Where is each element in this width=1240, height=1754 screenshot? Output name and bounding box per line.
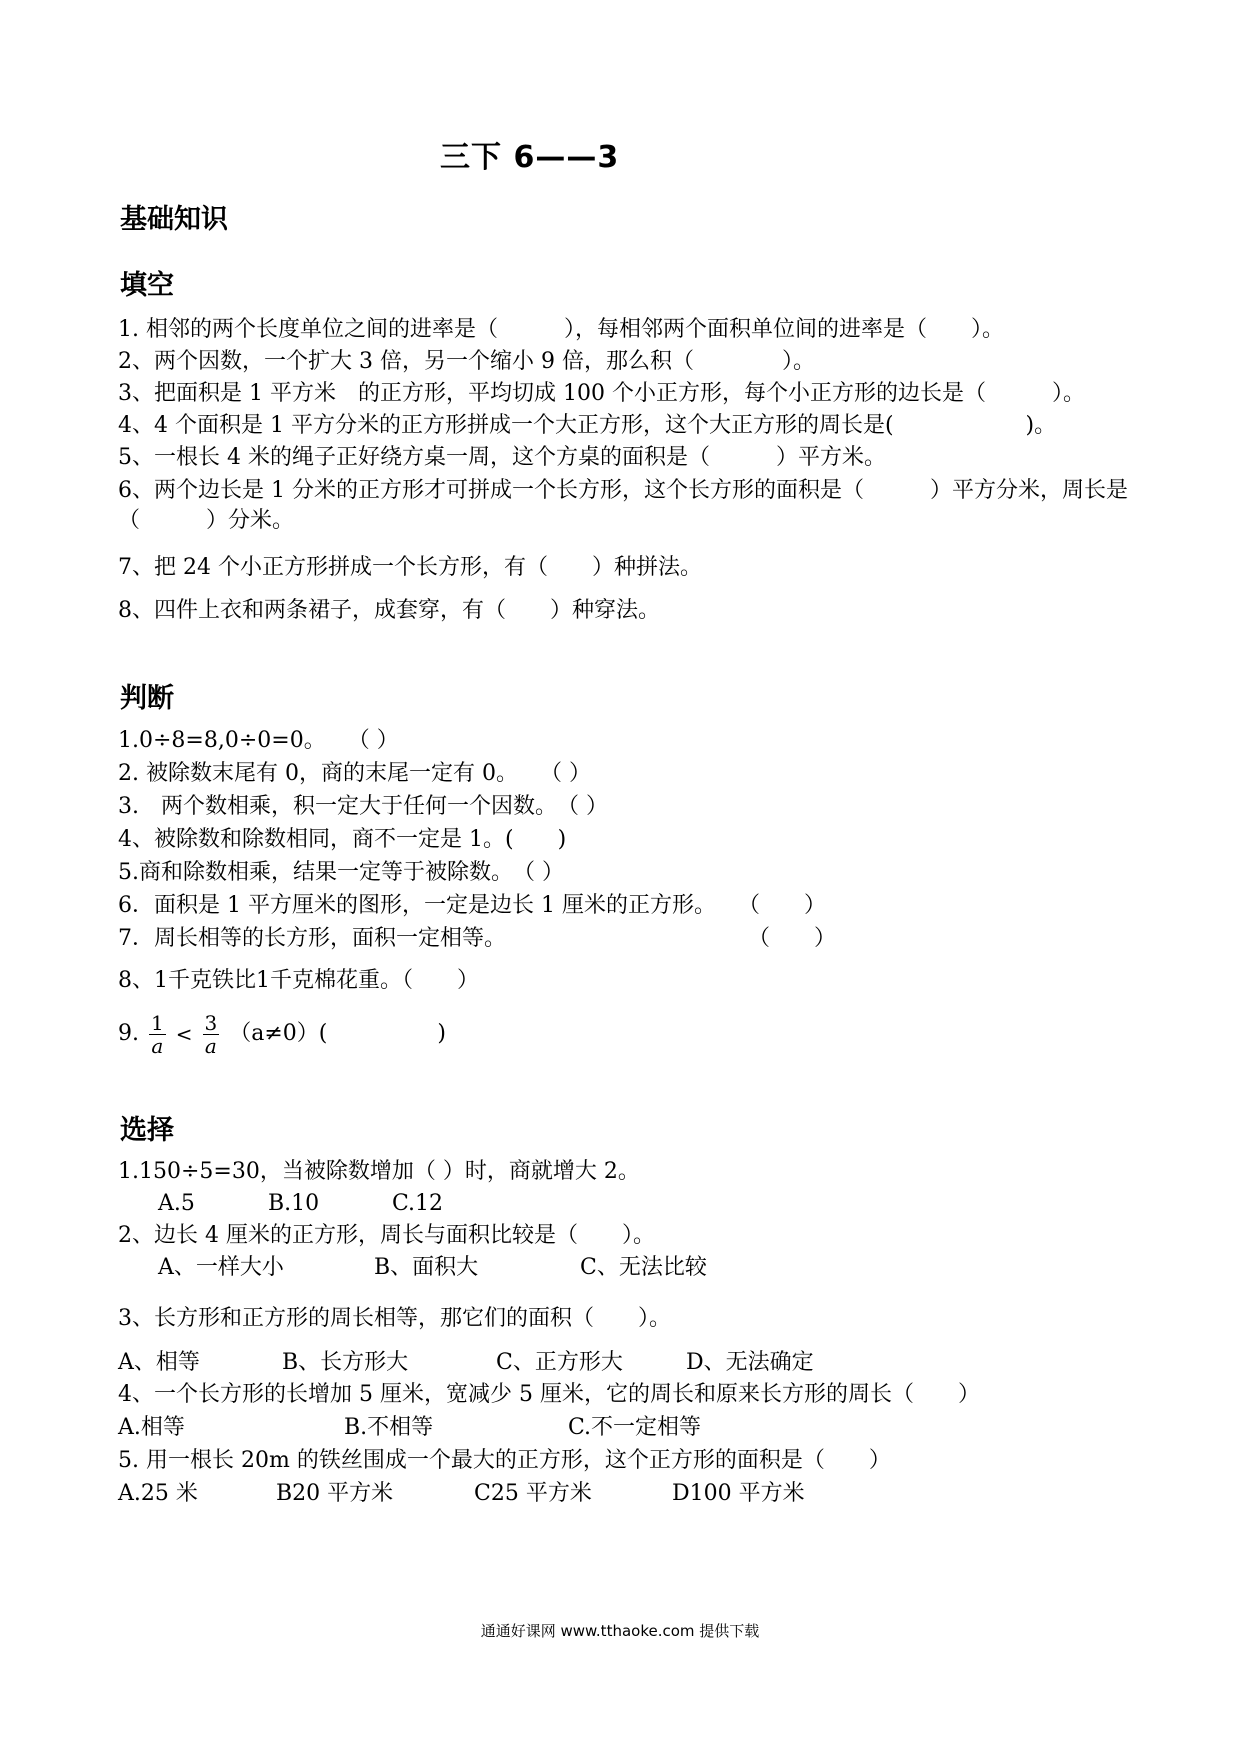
fill-item-4: 4、4 个面积是 1 平方分米的正方形拼成一个大正方形，这个大正方形的周长是( )。 — [118, 413, 1057, 438]
page-title: 三下 6——3 — [440, 140, 620, 175]
choice-q2: 2、边长 4 厘米的正方形，周长与面积比较是（ ）。 — [118, 1223, 655, 1248]
fraction-numerator: 3 — [204, 1010, 218, 1035]
choice-q3-option-c: C、正方形大 — [496, 1350, 623, 1375]
choice-q3-option-d: D、无法确定 — [686, 1350, 814, 1375]
judge-item-6: 6．面积是 1 平方厘米的图形，一定是边长 1 厘米的正方形。 （ ） — [118, 893, 826, 918]
section-basic-heading: 基础知识 — [120, 204, 228, 235]
fraction-numerator: 1 — [151, 1010, 164, 1035]
choice-q5: 5. 用一根长 20m 的铁丝围成一个最大的正方形，这个正方形的面积是（ ） — [118, 1448, 891, 1473]
choice-q1: 1.150÷5=30，当被除数增加（ ）时，商就增大 2。 — [118, 1159, 640, 1184]
choice-q4: 4、一个长方形的长增加 5 厘米，宽减少 5 厘米，它的周长和原来长方形的周长（ ） — [118, 1382, 980, 1407]
judge-heading: 判断 — [120, 683, 174, 714]
judge-item-4: 4、被除数和除数相同，商不一定是 1。( ) — [118, 827, 567, 852]
fill-item-6: 6、两个边长是 1 分米的正方形才可拼成一个长方形，这个长方形的面积是（ ）平方分米，周长是（ ）分米。 — [118, 478, 1128, 533]
choice-q4-option-c: C.不一定相等 — [568, 1415, 702, 1440]
choice-q5-option-d: D100 平方米 — [672, 1481, 805, 1506]
fill-item-8: 8、四件上衣和两条裙子，成套穿，有（ ）种穿法。 — [118, 598, 660, 623]
fill-item-5: 5、一根长 4 米的绳子正好绕方桌一周，这个方桌的面积是（ ）平方米。 — [118, 445, 886, 470]
fill-item-3: 3、把面积是 1 平方米 的正方形，平均切成 100 个小正方形，每个小正方形的边长是（ ）。 — [118, 381, 1085, 406]
choice-q3-option-a: A、相等 — [118, 1350, 200, 1375]
choice-q3-option-b: B、长方形大 — [282, 1350, 409, 1375]
choice-q2-option-c: C、无法比较 — [580, 1255, 707, 1280]
fill-item-1: 1. 相邻的两个长度单位之间的进率是（ ），每相邻两个面积单位间的进率是（ ）。 — [118, 317, 1004, 342]
fraction-1-over-a — [149, 1012, 166, 1057]
judge-item-8: 8、1千克铁比1千克棉花重。（ ） — [118, 968, 479, 993]
judge-item-5: 5.商和除数相乘，结果一定等于被除数。 （ ） — [118, 860, 564, 885]
fraction-3-over-a — [203, 1012, 220, 1057]
judge-item-7: 7．周长相等的长方形，面积一定相等。 （ ） — [118, 926, 836, 951]
judge-item-3: 3. 两个数相乘，积一定大于任何一个因数。 （ ） — [118, 794, 608, 819]
judge-item-9 — [118, 1010, 1128, 1058]
fill-heading: 填空 — [120, 270, 174, 301]
judge-item-9-prefix: 9. — [118, 1021, 139, 1046]
fill-item-2: 2、两个因数，一个扩大 3 倍，另一个缩小 9 倍，那么积（ ）。 — [118, 349, 815, 374]
choice-q2-option-b: B、面积大 — [374, 1255, 479, 1280]
choice-q1-option-c: C.12 — [392, 1191, 444, 1216]
choice-q1-option-b: B.10 — [268, 1191, 320, 1216]
choice-q5-option-c: C25 平方米 — [474, 1481, 592, 1506]
choice-q4-option-b: B.不相等 — [344, 1415, 434, 1440]
judge-item-2: 2. 被除数末尾有 0，商的末尾一定有 0。 （ ） — [118, 761, 591, 786]
choice-heading: 选择 — [120, 1115, 174, 1146]
choice-q1-option-a: A.5 — [158, 1191, 195, 1216]
less-than-sign: < — [175, 1022, 193, 1046]
fraction-denominator: a — [151, 1033, 164, 1058]
judge-item-1: 1.0÷8=8,0÷0=0。 （ ） — [118, 728, 399, 753]
judge-item-9-suffix: （a≠0）( ) — [229, 1021, 446, 1046]
fill-item-7: 7、把 24 个小正方形拼成一个长方形，有（ ）种拼法。 — [118, 555, 702, 580]
choice-q5-option-b: B20 平方米 — [276, 1481, 394, 1506]
choice-q3: 3、长方形和正方形的周长相等，那它们的面积（ ）。 — [118, 1306, 671, 1331]
fraction-denominator: a — [204, 1033, 217, 1058]
footer-text: 通通好课网 www.tthaoke.com 提供下载 — [480, 1622, 760, 1640]
choice-q4-option-a: A.相等 — [118, 1415, 185, 1440]
choice-q2-option-a: A、一样大小 — [158, 1255, 284, 1280]
choice-q5-option-a: A.25 米 — [118, 1481, 198, 1506]
